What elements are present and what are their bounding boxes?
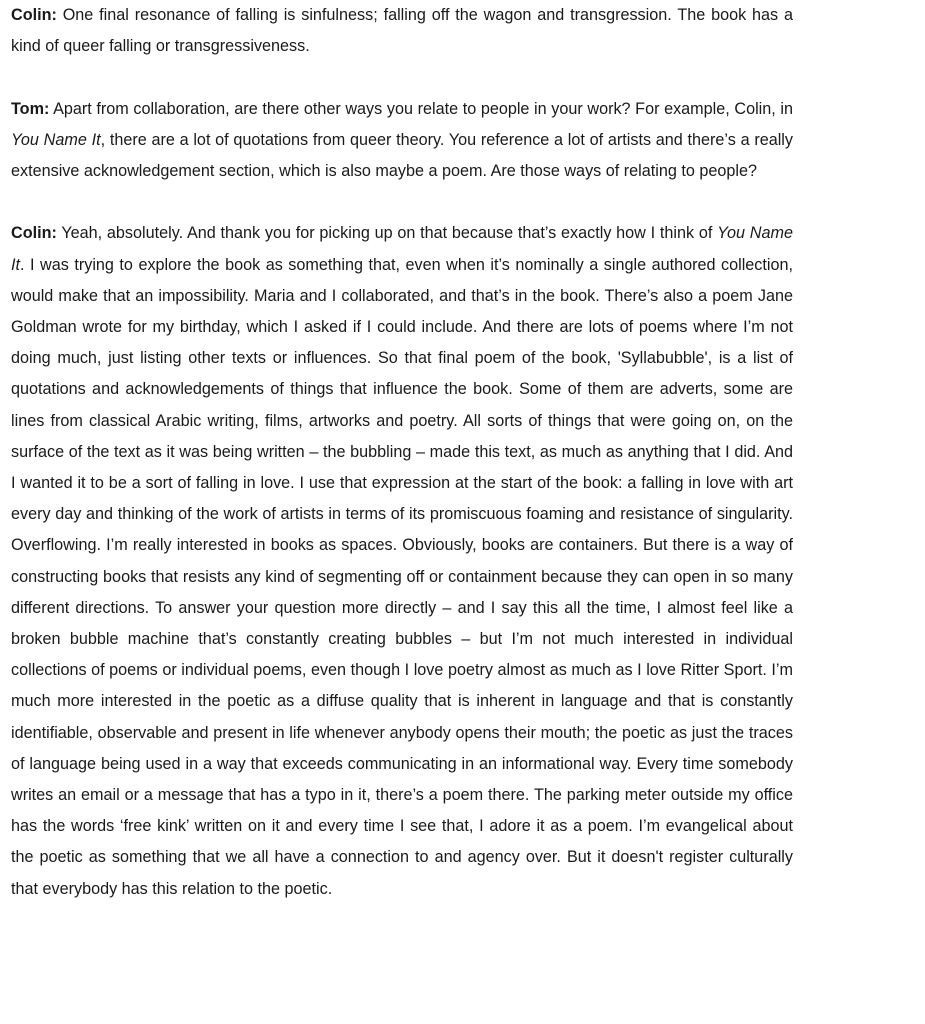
speaker-label: Tom: <box>11 99 50 118</box>
paragraph-text: . I was trying to explore the book as something that, even when it’s nominally a single authored collection, would make that an impossibility. Maria and I collaborated, and that’s in the book. There’s also a poem Jane Goldman wrote for my birthday, which I asked if I could include. And there are lots of poems where I’m not doing much, just listing other texts or influences. So that final poem of the book, 'Syllabubble', is a list of quotations and acknowledgements of things that influence the book. Some of them are adverts, some are lines from classical Arabic writing, films, artworks and poetry. All sorts of things that were going on, on the surface of the text as it was being written – the bubbling – made this text, as much as anything that I did. And I wanted it to be a sort of falling in love. I use that expression at the start of the book: a falling in love with art every day and thinking of the work of artists in terms of its promiscuous foaming and resistance of singularity. Overflowing. I’m really interested in books as spaces. Obviously, books are containers. But there is a way of constructing books that resists any kind of segmenting off or containment because they can open in so many different directions. To answer your question more directly – and I say this all the time, I almost feel like a broken bubble machine that’s constantly creating bubbles – but I’m not much interested in individual collections of poems or individual poems, even though I love poetry almost as much as I love Ritter Sport. I’m much more interested in the poetic as a diffuse quality that is inherent in language and that is constantly identifiable, observable and present in life whenever anybody opens their mouth; the poetic as just the traces of language being used in a way that exceeds communicating in an informational way. Every time somebody writes an email or a message that has a typo in it, there’s a poem there. The parking meter outside my office has the words ‘free kink’ written on it and every time I see that, I adore it as a poem. I’m evangelical about the poetic as something that we all have a connection to and agency over. But it doesn't register culturally that everybody has this relation to the poetic. <box>11 255 793 898</box>
book-title: You Name It <box>11 224 793 274</box>
paragraph-text: , there are a lot of quotations from queer theory. You reference a lot of artists and there’s a really extensive acknowledgement section, which is also maybe a poem. Are those ways of relating to people? <box>11 130 793 180</box>
paragraph-text: One final resonance of falling is sinfulness; falling off the wagon and transgression. The book has a kind of queer falling or transgressiveness. <box>11 6 793 56</box>
speaker-label: Colin: <box>11 6 57 24</box>
paragraph-tom-1 <box>11 94 793 188</box>
document-page <box>11 0 793 905</box>
paragraph-colin-1 <box>11 0 793 62</box>
paragraph-text: Apart from collaboration, are there other ways you relate to people in your work? For example, Colin, in <box>49 99 793 118</box>
book-title: You Name It <box>11 130 101 149</box>
speaker-label: Colin: <box>11 224 57 243</box>
paragraph-colin-2 <box>11 218 793 904</box>
paragraph-text: Yeah, absolutely. And thank you for picking up on that because that’s exactly how I think of <box>56 224 718 243</box>
